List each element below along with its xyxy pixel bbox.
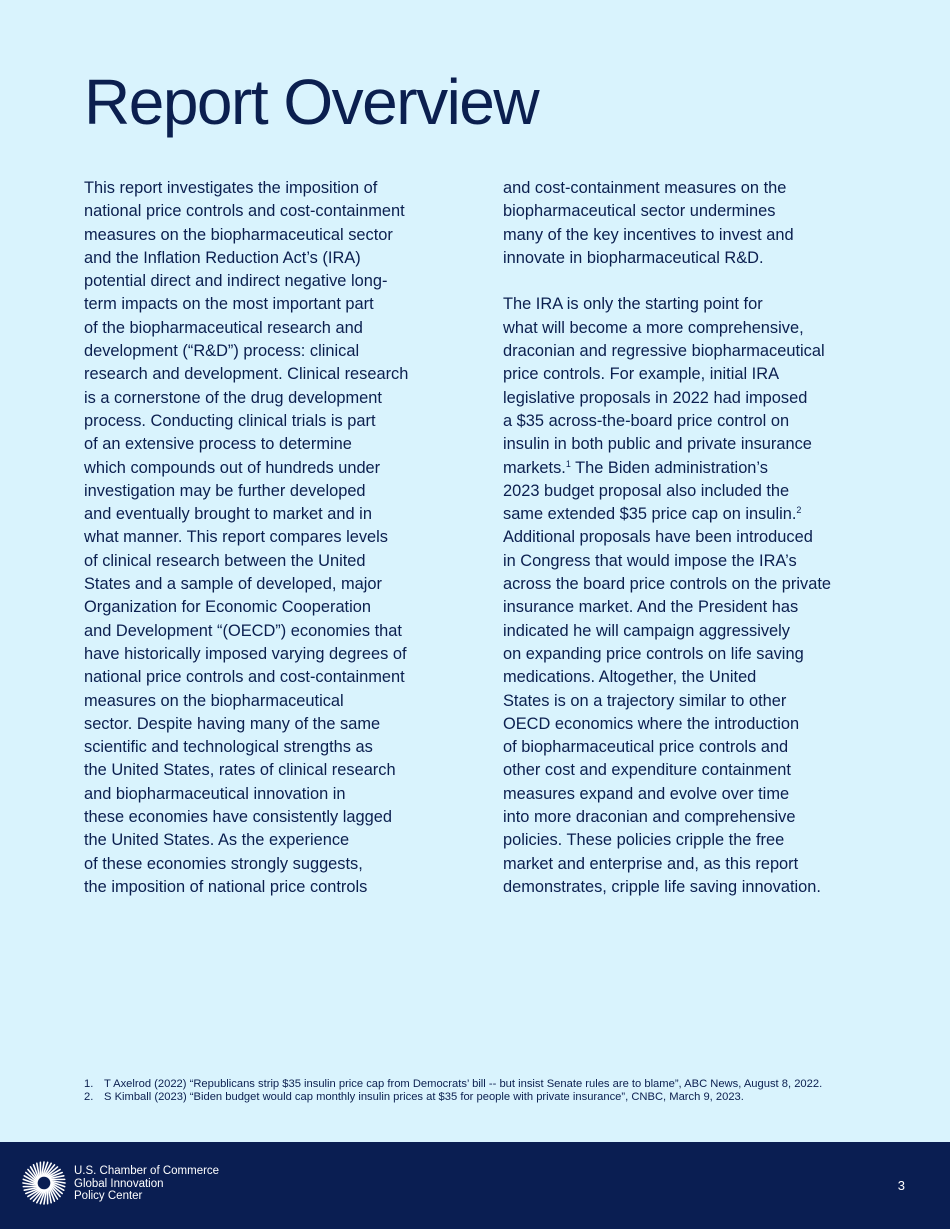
left-line: measures on the biopharmaceutical bbox=[84, 691, 344, 710]
right-line: a $35 across-the-board price control on bbox=[503, 411, 790, 430]
logo-line: Global Innovation bbox=[74, 1177, 164, 1190]
footnote-item bbox=[84, 1078, 884, 1091]
left-line: and biopharmaceutical innovation in bbox=[84, 784, 346, 803]
right-line: OECD economics where the introduction bbox=[503, 714, 800, 733]
right-line: draconian and regressive biopharmaceutical bbox=[503, 342, 825, 361]
right-line: innovate in biopharmaceutical R&D. bbox=[503, 248, 764, 267]
left-line: the United States. As the experience bbox=[84, 831, 350, 850]
right-line: insurance market. And the President has bbox=[503, 598, 799, 617]
left-line: of an extensive process to determine bbox=[84, 435, 352, 454]
right-line: medications. Altogether, the United bbox=[503, 668, 757, 687]
right-line: across the board price controls on the private bbox=[503, 575, 831, 594]
line-text: same extended $35 price cap on insulin. bbox=[503, 505, 797, 524]
left-line: national price controls and cost-containment bbox=[84, 668, 405, 687]
right-line: insulin in both public and private insurance bbox=[503, 435, 812, 454]
left-line: potential direct and indirect negative long- bbox=[84, 272, 388, 291]
left-line: the United States, rates of clinical research bbox=[84, 761, 396, 780]
right-line: of biopharmaceutical price controls and bbox=[503, 738, 789, 757]
left-line: national price controls and cost-containment bbox=[84, 202, 405, 221]
right-line: measures expand and evolve over time bbox=[503, 784, 790, 803]
line-text: markets. bbox=[503, 458, 566, 477]
right-line: policies. These policies cripple the free bbox=[503, 831, 785, 850]
right-line: indicated he will campaign aggressively bbox=[503, 621, 790, 640]
left-line: development (“R&D”) process: clinical bbox=[84, 342, 360, 361]
left-line: sector. Despite having many of the same bbox=[84, 714, 381, 733]
right-column bbox=[503, 177, 883, 899]
right-line: other cost and expenditure containment bbox=[503, 761, 791, 780]
left-line: measures on the biopharmaceutical sector bbox=[84, 225, 393, 244]
left-line: of these economies strongly suggests, bbox=[84, 854, 363, 873]
page-number: 3 bbox=[897, 1178, 905, 1193]
left-line: and Development “(OECD”) economies that bbox=[84, 621, 402, 640]
right-line: biopharmaceutical sector undermines bbox=[503, 202, 776, 221]
page-footer bbox=[0, 1142, 950, 1229]
right-line: and cost-containment measures on the bbox=[503, 179, 787, 197]
right-line: demonstrates, cripple life saving innovation. bbox=[503, 877, 821, 896]
left-line: of the biopharmaceutical research and bbox=[84, 318, 363, 337]
right-line: 2023 budget proposal also included the bbox=[503, 481, 790, 500]
footnote-number: 1. bbox=[84, 1078, 94, 1090]
right-line bbox=[503, 503, 883, 526]
right-line bbox=[503, 457, 883, 480]
page-title: Report Overview bbox=[84, 66, 539, 138]
right-line: price controls. For example, initial IRA bbox=[503, 365, 780, 384]
left-line: of clinical research between the United bbox=[84, 551, 366, 570]
left-column bbox=[84, 177, 464, 899]
right-line: many of the key incentives to invest and bbox=[503, 225, 794, 244]
footnote-ref-1[interactable]: 1 bbox=[565, 458, 571, 469]
footnote-number: 2. bbox=[84, 1091, 94, 1103]
left-line: States and a sample of developed, major bbox=[84, 575, 382, 594]
line-text: The Biden administration’s bbox=[570, 458, 768, 477]
footnote-item bbox=[84, 1091, 884, 1104]
left-line: what manner. This report compares levels bbox=[84, 528, 388, 547]
left-line: Organization for Economic Cooperation bbox=[84, 598, 371, 617]
right-line: on expanding price controls on life saving bbox=[503, 644, 804, 663]
right-line: States is on a trajectory similar to other bbox=[503, 691, 787, 710]
footnote-text: S Kimball (2023) “Biden budget would cap monthly insulin prices at $35 for people with private insurance”, CNBC, March 9, 2023. bbox=[104, 1091, 744, 1103]
left-line: is a cornerstone of the drug development bbox=[84, 388, 382, 407]
left-line: these economies have consistently lagged bbox=[84, 808, 392, 827]
left-line: and the Inflation Reduction Act’s (IRA) bbox=[84, 248, 361, 267]
right-line: The IRA is only the starting point for bbox=[503, 295, 763, 314]
footnote-text: T Axelrod (2022) “Republicans strip $35 insulin price cap from Democrats’ bill -- but insist Senate rules are to blame”, ABC News, August 8, 2022. bbox=[104, 1078, 823, 1090]
footnotes bbox=[84, 1078, 884, 1104]
organization-logo-text bbox=[74, 1165, 219, 1203]
left-line: investigation may be further developed bbox=[84, 481, 366, 500]
left-line: have historically imposed varying degrees of bbox=[84, 644, 407, 663]
right-line: Additional proposals have been introduced bbox=[503, 528, 813, 547]
left-line: research and development. Clinical research bbox=[84, 365, 409, 384]
logo-line: Policy Center bbox=[74, 1190, 143, 1202]
left-line: process. Conducting clinical trials is part bbox=[84, 411, 376, 430]
left-line: and eventually brought to market and in bbox=[84, 505, 372, 524]
footnote-ref-2[interactable]: 2 bbox=[796, 505, 802, 516]
right-line: market and enterprise and, as this report bbox=[503, 854, 799, 873]
left-line: the imposition of national price controls bbox=[84, 877, 368, 896]
right-line: what will become a more comprehensive, bbox=[503, 318, 804, 337]
sunburst-logo-icon bbox=[22, 1161, 66, 1205]
logo-line: U.S. Chamber of Commerce bbox=[74, 1165, 220, 1177]
right-line: in Congress that would impose the IRA’s bbox=[503, 551, 797, 570]
left-line: This report investigates the imposition of bbox=[84, 179, 378, 197]
left-line: which compounds out of hundreds under bbox=[84, 458, 381, 477]
right-line: into more draconian and comprehensive bbox=[503, 808, 796, 827]
left-line: term impacts on the most important part bbox=[84, 295, 374, 314]
paragraph-gap bbox=[503, 270, 883, 293]
right-line: legislative proposals in 2022 had imposed bbox=[503, 388, 808, 407]
left-line: scientific and technological strengths as bbox=[84, 738, 373, 757]
